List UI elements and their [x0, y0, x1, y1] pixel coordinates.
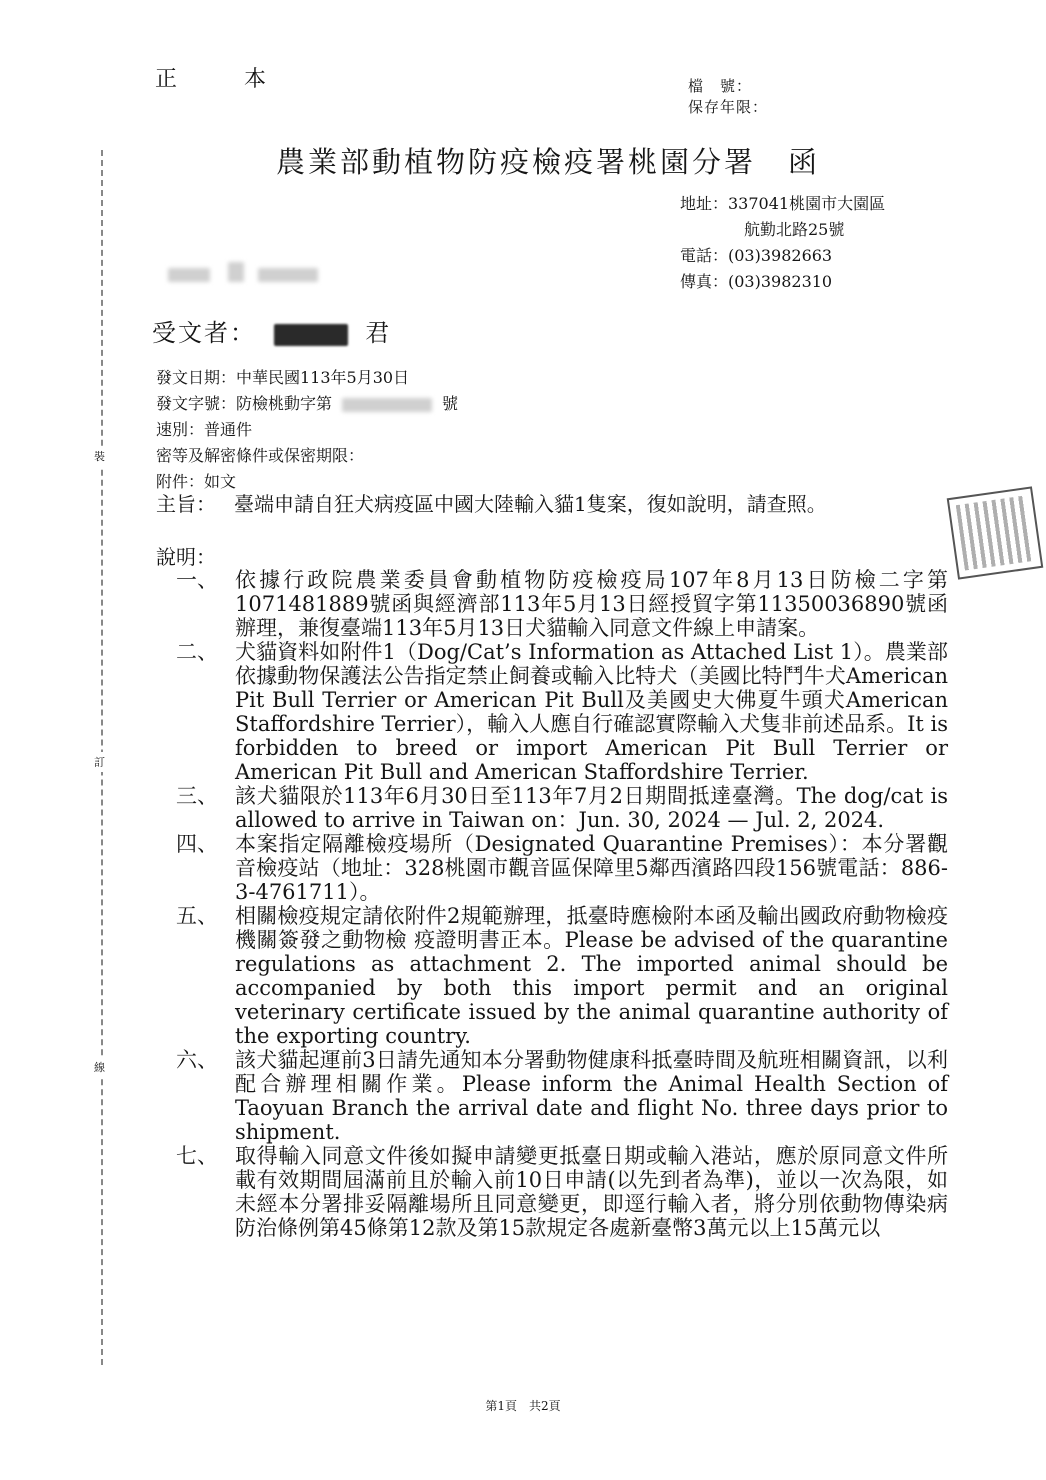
binding-char-ding: 訂: [94, 752, 105, 772]
description-label: 說明：: [156, 545, 216, 569]
recipient-label: 受文者：: [152, 319, 256, 347]
address-line-2: 航勤北路25號: [744, 220, 845, 239]
issue-date: 發文日期：中華民國113年5月30日: [156, 368, 410, 387]
phone: 電話：(03)3982663: [680, 246, 833, 265]
reference-prefix: 發文字號：防檢桃動字第: [156, 394, 333, 413]
reference-number: [156, 391, 458, 417]
item-text: 該犬貓限於113年6月30日至113年7月2日期間抵達臺灣。The dog/cat is allowed to arrive in Taiwan on：Jun. 30, 2024 — Jul. 2, 2024.: [235, 784, 948, 832]
official-seal-stamp: [947, 486, 1044, 579]
contact-block: [680, 191, 885, 295]
binding-char-xian: 線: [94, 1057, 105, 1077]
document-meta: [156, 365, 458, 495]
item-text: 取得輸入同意文件後如擬申請變更抵臺日期或輸入港站，應於原同意文件所載有效期間屆滿前且於輸入前10日申請(以先到者為準)，並以一次為限，如未經本分署排妥隔離場所且同意變更，即逕行輸入者，將分別依動物傳染病防治條例第45條第12款及第15款規定各處新臺幣3萬元以上15萬元以: [235, 1144, 948, 1240]
fax: 傳真：(03)3982310: [680, 272, 833, 291]
redacted-postal-2: [228, 262, 244, 282]
description-item: [176, 568, 948, 640]
item-text: 依據行政院農業委員會動植物防疫檢疫局107年8月13日防檢二字第1071481889號函與經濟部113年5月13日經授貿字第11350036890號函辦理，兼復臺端113年5月13日犬貓輸入同意文件線上申請案。: [235, 568, 948, 640]
description-item: [176, 1048, 948, 1144]
item-text: 相關檢疫規定請依附件2規範辦理，抵臺時應檢附本函及輸出國政府動物檢疫機關簽發之動物檢 疫證明書正本。Please be advised of the quarantine regulations as attachment 2. The imported animal should be accompanied by both this import permit and an original veterinary certificate issued by the animal quarantine authority of the exporting country.: [235, 904, 948, 1048]
redacted-recipient-name: [274, 324, 348, 346]
item-number: 三、: [176, 784, 218, 808]
item-number: 二、: [176, 640, 218, 664]
redacted-postal-3: [258, 268, 318, 282]
security-class: 密等及解密條件或保密期限：: [156, 446, 365, 465]
item-text: 本案指定隔離檢疫場所（Designated Quarantine Premises）：本分署觀音檢疫站（地址：328桃園市觀音區保障里5鄰西濱路四段156號電話：886-3-4761711）。: [235, 832, 948, 904]
description-item: [176, 784, 948, 832]
address-line-1: 地址：337041桃園市大園區: [680, 194, 886, 213]
attachment-note: 附件：如文: [156, 472, 237, 491]
file-info: [688, 76, 768, 118]
item-text: 該犬貓起運前3日請先通知本分署動物健康科抵臺時間及航班相關資訊，以利配合辦理相關作業。Please inform the Animal Health Section of Taoyuan Branch the arrival date and flight No. three days prior to shipment.: [235, 1048, 948, 1144]
issuer-title: 農業部動植物防疫檢疫署桃園分署 函: [275, 145, 820, 179]
item-text: 犬貓資料如附件1（Dog/Cat’s Information as Attached List 1）。農業部依據動物保護法公告指定禁止飼養或輸入比特犬（美國比特鬥牛犬American Pit Bull Terrier or American Pit Bull及美國史大佛夏牛頭犬American Staffordshire Terrier），輸入人應自行確認實際輸入犬隻非前述品系。It is forbidden to breed or import American Pit Bull Terrier or American Pit Bull and American Staffordshire Terrier.: [235, 640, 949, 784]
recipient-line: [152, 313, 391, 348]
binding-char-zhuang: 裝: [94, 446, 105, 466]
item-number: 一、: [176, 568, 218, 592]
item-number: 六、: [176, 1048, 218, 1072]
subject-label: 主旨：: [156, 492, 216, 516]
page-footer: 第1頁 共2頁: [485, 1399, 561, 1413]
file-number: 檔 號：: [688, 77, 753, 95]
description-item: [176, 832, 948, 904]
item-number: 五、: [176, 904, 218, 928]
reference-suffix: 號: [442, 394, 459, 413]
copy-label: 正 本: [155, 67, 296, 92]
description-item: [176, 904, 948, 1048]
description-item: [176, 640, 948, 784]
description-item: [176, 1144, 948, 1240]
subject-text: 臺端申請自狂犬病疫區中國大陸輸入貓1隻案，復如說明，請查照。: [234, 492, 827, 516]
retention-period: 保存年限：: [688, 98, 769, 116]
description-items: [176, 568, 948, 1240]
item-number: 七、: [176, 1144, 218, 1168]
subject-block: [156, 492, 948, 516]
redacted-reference: [342, 398, 432, 412]
recipient-suffix: 君: [365, 319, 392, 347]
redacted-postal-1: [168, 268, 210, 282]
item-number: 四、: [176, 832, 218, 856]
speed-class: 速別：普通件: [156, 420, 253, 439]
